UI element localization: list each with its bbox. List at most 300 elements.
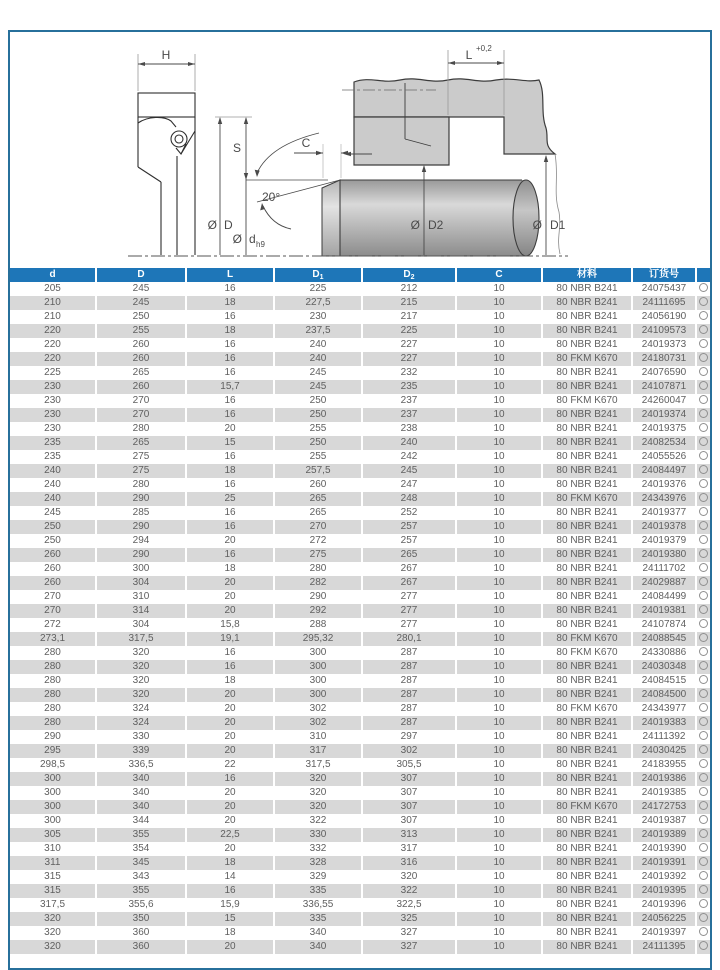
dimension-C	[294, 136, 351, 178]
cell-D: 275	[97, 450, 187, 464]
cell-d: 230	[10, 394, 97, 408]
cell-C: 10	[457, 520, 543, 534]
cell-L: 18	[187, 562, 275, 576]
availability-circle-icon[interactable]	[699, 297, 708, 306]
cell-D1: 336,55	[275, 898, 363, 912]
availability-circle-icon[interactable]	[699, 535, 708, 544]
cell-availability	[697, 646, 710, 660]
cell-d: 315	[10, 870, 97, 884]
table-row	[10, 464, 710, 478]
cell-material: 80 NBR B241	[543, 604, 633, 618]
cell-D: 245	[97, 296, 187, 310]
cell-availability	[697, 352, 710, 366]
cell-order-number: 24076590	[633, 366, 697, 380]
cell-d: 220	[10, 352, 97, 366]
availability-circle-icon[interactable]	[699, 353, 708, 362]
availability-circle-icon[interactable]	[699, 703, 708, 712]
cell-L: 20	[187, 604, 275, 618]
cell-L: 22,5	[187, 828, 275, 842]
availability-circle-icon[interactable]	[699, 745, 708, 754]
availability-circle-icon[interactable]	[699, 395, 708, 404]
cell-d: 300	[10, 814, 97, 828]
cell-d: 260	[10, 562, 97, 576]
cell-C: 10	[457, 716, 543, 730]
svg-text:D: D	[224, 218, 233, 232]
cell-d: 205	[10, 282, 97, 296]
cell-C: 10	[457, 842, 543, 856]
cell-material: 80 NBR B241	[543, 478, 633, 492]
availability-circle-icon[interactable]	[699, 801, 708, 810]
availability-circle-icon[interactable]	[699, 633, 708, 642]
cell-L: 20	[187, 940, 275, 954]
cell-L: 18	[187, 674, 275, 688]
availability-circle-icon[interactable]	[699, 647, 708, 656]
cell-L: 16	[187, 366, 275, 380]
svg-text:h9: h9	[256, 240, 265, 249]
cell-material: 80 NBR B241	[543, 506, 633, 520]
cell-L: 16	[187, 548, 275, 562]
cell-D1: 300	[275, 688, 363, 702]
cell-C: 10	[457, 758, 543, 772]
cell-availability	[697, 422, 710, 436]
cell-D: 270	[97, 394, 187, 408]
cell-availability	[697, 702, 710, 716]
cell-order-number: 24084497	[633, 464, 697, 478]
availability-circle-icon[interactable]	[699, 283, 708, 292]
availability-circle-icon[interactable]	[699, 913, 708, 922]
availability-circle-icon[interactable]	[699, 941, 708, 950]
availability-circle-icon[interactable]	[699, 507, 708, 516]
availability-circle-icon[interactable]	[699, 479, 708, 488]
cell-D: 317,5	[97, 632, 187, 646]
cell-d: 220	[10, 324, 97, 338]
cell-C: 10	[457, 926, 543, 940]
cell-L: 16	[187, 646, 275, 660]
cell-order-number: 24019379	[633, 534, 697, 548]
cell-d: 298,5	[10, 758, 97, 772]
cell-availability	[697, 912, 710, 926]
cell-D1: 275	[275, 548, 363, 562]
cell-D1: 317,5	[275, 758, 363, 772]
cell-availability	[697, 296, 710, 310]
table-row	[10, 856, 710, 870]
cell-D1: 245	[275, 380, 363, 394]
cell-material: 80 NBR B241	[543, 828, 633, 842]
cell-D2: 307	[363, 786, 457, 800]
cell-C: 10	[457, 394, 543, 408]
availability-circle-icon[interactable]	[699, 381, 708, 390]
availability-circle-icon[interactable]	[699, 465, 708, 474]
availability-circle-icon[interactable]	[699, 871, 708, 880]
cell-C: 10	[457, 730, 543, 744]
cell-order-number: 24019381	[633, 604, 697, 618]
cell-D2: 265	[363, 548, 457, 562]
availability-circle-icon[interactable]	[699, 759, 708, 768]
cell-material: 80 NBR B241	[543, 856, 633, 870]
cell-D: 355,6	[97, 898, 187, 912]
cell-d: 311	[10, 856, 97, 870]
cell-material: 80 NBR B241	[543, 310, 633, 324]
cell-d: 230	[10, 422, 97, 436]
table-row	[10, 884, 710, 898]
cell-availability	[697, 828, 710, 842]
cell-D: 350	[97, 912, 187, 926]
cell-D2: 267	[363, 562, 457, 576]
availability-circle-icon[interactable]	[699, 605, 708, 614]
availability-circle-icon[interactable]	[699, 549, 708, 558]
table-row	[10, 842, 710, 856]
availability-circle-icon[interactable]	[699, 619, 708, 628]
cell-D1: 240	[275, 338, 363, 352]
cell-D1: 300	[275, 660, 363, 674]
cell-D: 310	[97, 590, 187, 604]
cell-D1: 317	[275, 744, 363, 758]
cell-D2: 287	[363, 646, 457, 660]
cell-D: 320	[97, 674, 187, 688]
cell-C: 10	[457, 786, 543, 800]
cell-D: 343	[97, 870, 187, 884]
cell-availability	[697, 618, 710, 632]
cell-D: 265	[97, 436, 187, 450]
availability-circle-icon[interactable]	[699, 311, 708, 320]
cell-material: 80 NBR B241	[543, 296, 633, 310]
cell-availability	[697, 870, 710, 884]
cell-D: 270	[97, 408, 187, 422]
cell-D: 339	[97, 744, 187, 758]
cell-D2: 227	[363, 338, 457, 352]
cell-material: 80 NBR B241	[543, 912, 633, 926]
cell-D1: 328	[275, 856, 363, 870]
column-header-d: d	[10, 268, 97, 282]
svg-text:D2: D2	[428, 218, 444, 232]
cell-material: 80 NBR B241	[543, 548, 633, 562]
cell-material: 80 NBR B241	[543, 730, 633, 744]
cell-D: 265	[97, 366, 187, 380]
cell-d: 210	[10, 310, 97, 324]
cell-D2: 215	[363, 296, 457, 310]
cell-D: 354	[97, 842, 187, 856]
cell-material: 80 NBR B241	[543, 884, 633, 898]
availability-circle-icon[interactable]	[699, 591, 708, 600]
availability-circle-icon[interactable]	[699, 787, 708, 796]
cell-d: 317,5	[10, 898, 97, 912]
cell-D1: 282	[275, 576, 363, 590]
availability-circle-icon[interactable]	[699, 367, 708, 376]
cell-C: 10	[457, 800, 543, 814]
availability-circle-icon[interactable]	[699, 339, 708, 348]
cell-L: 18	[187, 296, 275, 310]
availability-circle-icon[interactable]	[699, 577, 708, 586]
cell-d: 300	[10, 772, 97, 786]
cell-L: 18	[187, 926, 275, 940]
availability-circle-icon[interactable]	[699, 829, 708, 838]
cell-L: 20	[187, 744, 275, 758]
cell-C: 10	[457, 632, 543, 646]
availability-circle-icon[interactable]	[699, 423, 708, 432]
table-row	[10, 786, 710, 800]
svg-text:Ø: Ø	[232, 232, 242, 246]
cell-D2: 307	[363, 772, 457, 786]
availability-circle-icon[interactable]	[699, 843, 708, 852]
cell-D2: 322	[363, 884, 457, 898]
table-row	[10, 814, 710, 828]
cell-order-number: 24107874	[633, 618, 697, 632]
cell-D: 304	[97, 576, 187, 590]
cell-D: 255	[97, 324, 187, 338]
table-row	[10, 352, 710, 366]
cell-L: 15,8	[187, 618, 275, 632]
cell-C: 10	[457, 548, 543, 562]
table-row	[10, 632, 710, 646]
cell-D1: 290	[275, 590, 363, 604]
availability-circle-icon[interactable]	[699, 521, 708, 530]
cell-order-number: 24019396	[633, 898, 697, 912]
cell-availability	[697, 478, 710, 492]
cell-d: 225	[10, 366, 97, 380]
cell-D: 330	[97, 730, 187, 744]
cell-order-number: 24019383	[633, 716, 697, 730]
cell-availability	[697, 324, 710, 338]
table-row	[10, 744, 710, 758]
table-row	[10, 394, 710, 408]
cell-d: 300	[10, 786, 97, 800]
cell-D: 250	[97, 310, 187, 324]
availability-circle-icon[interactable]	[699, 661, 708, 670]
cell-d: 230	[10, 408, 97, 422]
cell-order-number: 24056225	[633, 912, 697, 926]
cell-D: 320	[97, 688, 187, 702]
table-row	[10, 646, 710, 660]
cell-d: 270	[10, 590, 97, 604]
cell-L: 16	[187, 884, 275, 898]
table-row	[10, 716, 710, 730]
cell-C: 10	[457, 492, 543, 506]
availability-circle-icon[interactable]	[699, 899, 708, 908]
cell-order-number: 24084499	[633, 590, 697, 604]
cell-availability	[697, 632, 710, 646]
cell-availability	[697, 450, 710, 464]
cell-availability	[697, 758, 710, 772]
availability-circle-icon[interactable]	[699, 437, 708, 446]
table-row	[10, 436, 710, 450]
cell-L: 16	[187, 772, 275, 786]
cell-C: 10	[457, 408, 543, 422]
cell-L: 22	[187, 758, 275, 772]
cell-d: 220	[10, 338, 97, 352]
cell-C: 10	[457, 562, 543, 576]
cell-D1: 295,32	[275, 632, 363, 646]
cell-availability	[697, 310, 710, 324]
column-header-D1: $D_1$	[275, 268, 363, 282]
cell-order-number: 24084515	[633, 674, 697, 688]
cell-L: 20	[187, 576, 275, 590]
cell-L: 20	[187, 590, 275, 604]
cell-D: 260	[97, 352, 187, 366]
availability-circle-icon[interactable]	[699, 675, 708, 684]
cell-D: 320	[97, 660, 187, 674]
availability-circle-icon[interactable]	[699, 927, 708, 936]
cell-D1: 280	[275, 562, 363, 576]
cell-d: 230	[10, 380, 97, 394]
spring-ring	[171, 131, 187, 147]
cell-L: 14	[187, 870, 275, 884]
cell-D1: 272	[275, 534, 363, 548]
availability-circle-icon[interactable]	[699, 815, 708, 824]
cell-D: 360	[97, 926, 187, 940]
availability-circle-icon[interactable]	[699, 493, 708, 502]
cell-material: 80 NBR B241	[543, 688, 633, 702]
availability-circle-icon[interactable]	[699, 325, 708, 334]
table-row	[10, 450, 710, 464]
cell-D: 260	[97, 380, 187, 394]
availability-circle-icon[interactable]	[699, 885, 708, 894]
cell-D: 340	[97, 800, 187, 814]
table-row	[10, 324, 710, 338]
cell-D2: 257	[363, 520, 457, 534]
availability-circle-icon[interactable]	[699, 857, 708, 866]
cell-d: 280	[10, 660, 97, 674]
cell-L: 15,7	[187, 380, 275, 394]
cell-D1: 240	[275, 352, 363, 366]
cell-D1: 320	[275, 800, 363, 814]
cell-availability	[697, 940, 710, 954]
cell-D2: 307	[363, 814, 457, 828]
cell-C: 10	[457, 450, 543, 464]
cell-D1: 270	[275, 520, 363, 534]
cell-availability	[697, 562, 710, 576]
cell-L: 16	[187, 352, 275, 366]
cell-D1: 288	[275, 618, 363, 632]
cell-d: 320	[10, 940, 97, 954]
cell-D2: 316	[363, 856, 457, 870]
table-row	[10, 548, 710, 562]
cell-D2: 240	[363, 436, 457, 450]
cell-order-number: 24075437	[633, 282, 697, 296]
availability-circle-icon[interactable]	[699, 451, 708, 460]
cell-C: 10	[457, 814, 543, 828]
availability-circle-icon[interactable]	[699, 773, 708, 782]
svg-text:S: S	[232, 141, 241, 155]
cell-material: 80 NBR B241	[543, 534, 633, 548]
cell-D1: 302	[275, 702, 363, 716]
cell-D2: 287	[363, 688, 457, 702]
cell-D: 336,5	[97, 758, 187, 772]
cell-C: 10	[457, 464, 543, 478]
column-header-material: 材料	[543, 268, 633, 282]
cell-order-number: 24330886	[633, 646, 697, 660]
cell-material: 80 FKM K670	[543, 800, 633, 814]
cell-L: 16	[187, 310, 275, 324]
table-row	[10, 282, 710, 296]
cell-d: 310	[10, 842, 97, 856]
cell-material: 80 NBR B241	[543, 450, 633, 464]
cell-material: 80 NBR B241	[543, 436, 633, 450]
cell-d: 280	[10, 716, 97, 730]
cell-D: 290	[97, 492, 187, 506]
cell-material: 80 NBR B241	[543, 870, 633, 884]
availability-circle-icon[interactable]	[699, 689, 708, 698]
cell-order-number: 24055526	[633, 450, 697, 464]
table-row	[10, 576, 710, 590]
cell-D1: 250	[275, 408, 363, 422]
table-row	[10, 926, 710, 940]
cell-material: 80 NBR B241	[543, 422, 633, 436]
cell-L: 16	[187, 450, 275, 464]
cell-d: 235	[10, 436, 97, 450]
cell-L: 20	[187, 814, 275, 828]
cell-material: 80 NBR B241	[543, 590, 633, 604]
cell-L: 16	[187, 660, 275, 674]
cell-availability	[697, 660, 710, 674]
cell-material: 80 NBR B241	[543, 744, 633, 758]
column-header-D: D	[97, 268, 187, 282]
cell-material: 80 NBR B241	[543, 282, 633, 296]
cell-d: 272	[10, 618, 97, 632]
table-row	[10, 800, 710, 814]
cell-C: 10	[457, 478, 543, 492]
svg-text:+0,2: +0,2	[476, 44, 492, 53]
cell-availability	[697, 548, 710, 562]
cell-D2: 297	[363, 730, 457, 744]
availability-circle-icon[interactable]	[699, 731, 708, 740]
cell-L: 20	[187, 786, 275, 800]
cell-C: 10	[457, 744, 543, 758]
cell-availability	[697, 492, 710, 506]
table-row	[10, 604, 710, 618]
table-row	[10, 870, 710, 884]
cell-order-number: 24056190	[633, 310, 697, 324]
cell-C: 10	[457, 422, 543, 436]
cell-availability	[697, 590, 710, 604]
cell-L: 25	[187, 492, 275, 506]
cell-D1: 332	[275, 842, 363, 856]
cell-C: 10	[457, 352, 543, 366]
svg-text:d: d	[249, 232, 256, 246]
cell-C: 10	[457, 436, 543, 450]
cell-L: 16	[187, 394, 275, 408]
availability-circle-icon[interactable]	[699, 563, 708, 572]
table-row	[10, 296, 710, 310]
cell-order-number: 24019378	[633, 520, 697, 534]
cell-C: 10	[457, 856, 543, 870]
cell-L: 16	[187, 506, 275, 520]
cell-C: 10	[457, 590, 543, 604]
cell-material: 80 NBR B241	[543, 324, 633, 338]
cell-D: 355	[97, 884, 187, 898]
housing-section	[354, 79, 555, 165]
cell-D1: 335	[275, 884, 363, 898]
cell-D: 290	[97, 520, 187, 534]
cell-D1: 260	[275, 478, 363, 492]
cell-D2: 302	[363, 744, 457, 758]
cell-L: 20	[187, 730, 275, 744]
cell-L: 20	[187, 688, 275, 702]
cell-C: 10	[457, 296, 543, 310]
cell-D2: 245	[363, 464, 457, 478]
cell-D2: 325	[363, 912, 457, 926]
cell-material: 80 FKM K670	[543, 492, 633, 506]
cell-D2: 242	[363, 450, 457, 464]
housing-break-line	[555, 154, 560, 254]
cell-C: 10	[457, 380, 543, 394]
cell-order-number: 24084500	[633, 688, 697, 702]
cell-D1: 257,5	[275, 464, 363, 478]
cell-D2: 313	[363, 828, 457, 842]
cell-d: 270	[10, 604, 97, 618]
table-row	[10, 520, 710, 534]
availability-circle-icon[interactable]	[699, 717, 708, 726]
availability-circle-icon[interactable]	[699, 409, 708, 418]
